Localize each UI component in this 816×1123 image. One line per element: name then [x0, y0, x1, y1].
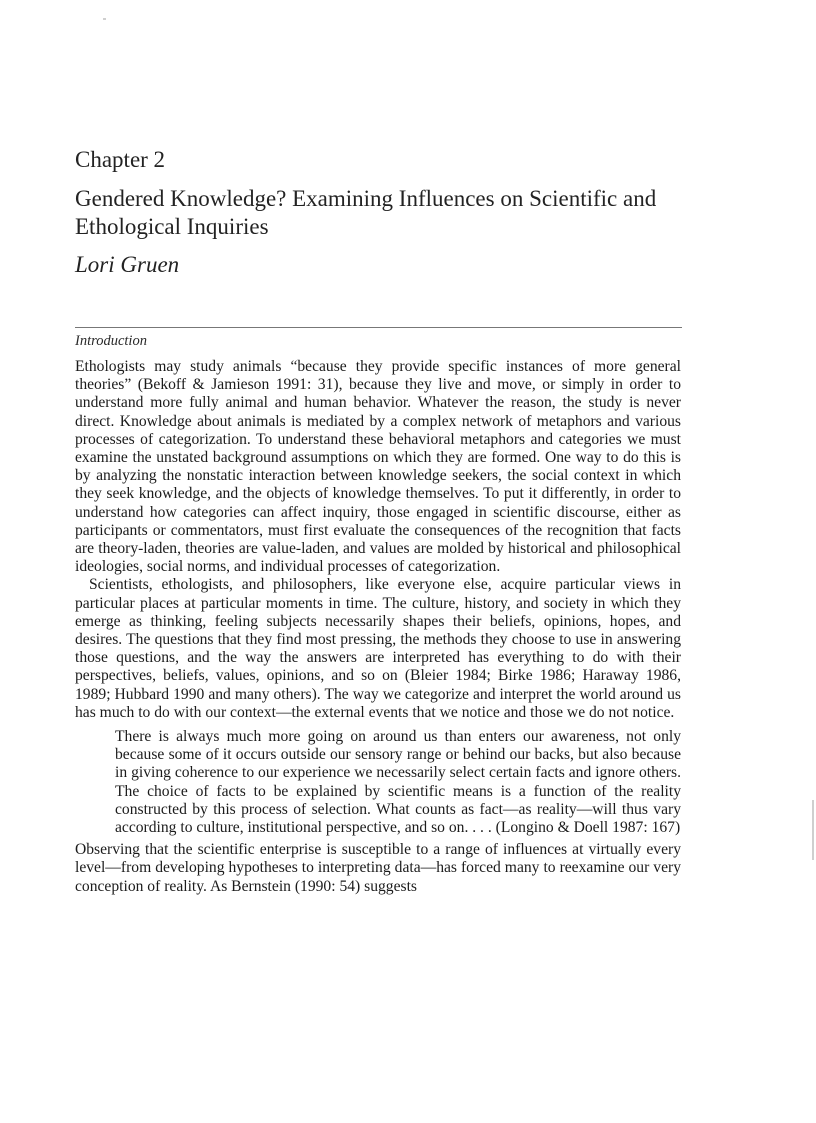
scan-mark-right	[812, 800, 814, 860]
chapter-title: Gendered Knowledge? Examining Influences on Scientific and Ethological Inquiries	[75, 186, 657, 239]
scan-mark-top	[103, 18, 106, 20]
chapter-label: Chapter 2	[75, 147, 166, 172]
paragraph-3: Observing that the scientific enterprise is susceptible to a range of influences at virtually every level—from developing hypotheses to interpreting data—has forced many to reexamine our very conception of reality. As Bernstein (1990: 54) suggests	[75, 841, 681, 895]
body-text	[75, 358, 681, 896]
block-quotation: There is always much more going on around us than enters our awareness, not only because some of it occurs outside our sensory range or behind our backs, but also because in giving coherence to our experience we necessarily select certain facts and ignore others. The choice of facts to be explained by scientific means is a function of the reality constructed by this process of selection. What counts as fact—as reality—will thus vary according to culture, institutional perspective, and so on. . . . (Longino & Doell 1987: 167)	[115, 728, 681, 837]
section-divider	[75, 327, 682, 328]
paragraph-1: Ethologists may study animals “because they provide specific instances of more general theories” (Bekoff & Jamieson 1991: 31), because they live and move, or simply in order to understand more fully animal and human behavior. Whatever the reason, the study is never direct. Knowledge about animals is mediated by a complex network of metaphors and various processes of categorization. To understand these behavioral metaphors and categories we must examine the unstated background assumptions on which they are formed. One way to do this is by analyzing the nonstatic interaction between knowledge seekers, the social context in which they seek knowledge, and the objects of knowledge themselves. To put it differently, in order to understand how categories can affect inquiry, those engaged in scientific discourse, either as participants or commentators, must first evaluate the consequences of the recognition that facts are theory-laden, theories are value-laden, and values are molded by historical and philosophical ideologies, social norms, and individual processes of categorization.	[75, 358, 681, 576]
chapter-author: Lori Gruen	[75, 252, 180, 277]
paragraph-2: Scientists, ethologists, and philosophers, like everyone else, acquire particular views in particular places at particular moments in time. The culture, history, and society in which they emerge as thinking, feeling subjects necessarily shapes their beliefs, opinions, hopes, and desires. The questions that they find most pressing, the methods they choose to use in answering those questions, and the way the answers are interpreted has everything to do with their perspectives, beliefs, values, opinions, and so on (Bleier 1984; Birke 1986; Haraway 1986, 1989; Hubbard 1990 and many others). The way we categorize and interpret the world around us has much to do with our context—the external events that we notice and those we do not notice.	[75, 576, 681, 721]
section-heading: Introduction	[75, 333, 147, 349]
